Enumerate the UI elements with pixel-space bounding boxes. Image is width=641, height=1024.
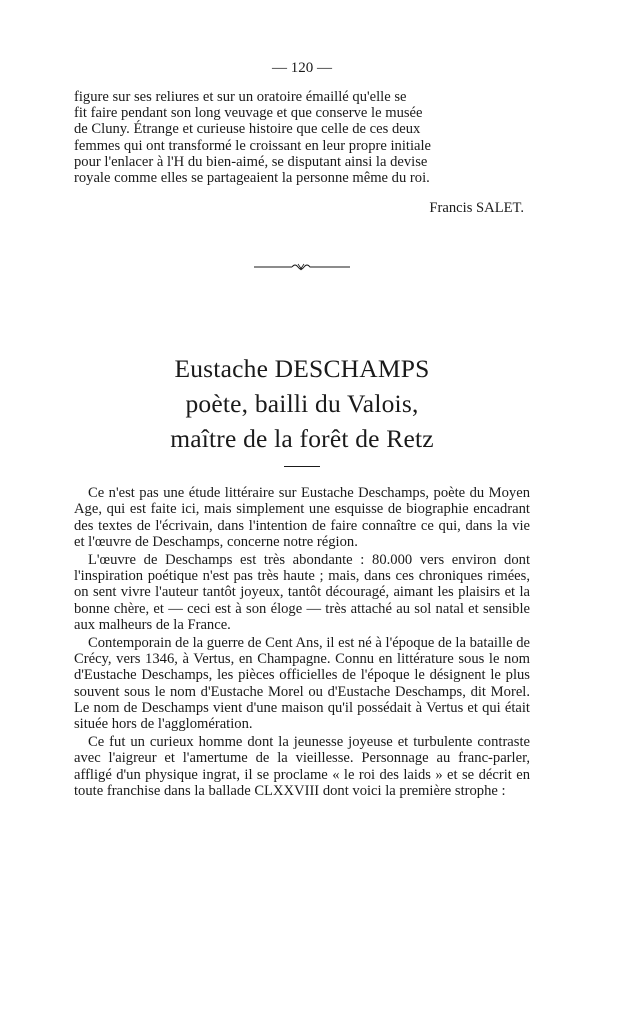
continuation-line: femmes qui ont transformé le croissant en leur propre initiale — [74, 137, 432, 154]
body-paragraph: Ce fut un curieux homme dont la jeunesse joyeuse et turbulente contraste avec l'aigreur et l'amertume de la vieillesse. Personnage au franc-parler, affligé d'un physique ingrat, il se proclame « le roi des laids » et se décrit en toute franchise dans la ballade CLXXVIII dont voici la première strophe : — [74, 734, 530, 799]
body-paragraph: Ce n'est pas une étude littéraire sur Eustache Deschamps, poète du Moyen Age, qui est faite ici, mais simplement une esquisse de biographie encadrant des textes de l'écrivain, dans l'intention de faire connaître ce qui, dans la vie et l'œuvre de Deschamps, concerne notre région. — [74, 485, 530, 550]
article-title — [74, 351, 530, 456]
title-rule — [284, 466, 320, 467]
title-line: poète, bailli du Valois, — [185, 389, 419, 419]
page-number: — 120 — — [272, 60, 332, 76]
body-paragraph: Contemporain de la guerre de Cent Ans, il est né à l'époque de la bataille de Crécy, vers 1346, à Vertus, en Champagne. Connu en littérature sous le nom d'Eustache Deschamps, les pièces officielles de l'époque le désignent le plus souvent sous le nom d'Eustache Morel ou d'Eustache Deschamps, dit Morel. Le nom de Deschamps vient d'une maison qu'il possédait à Vertus et qui était située hors de l'agglomération. — [74, 635, 530, 733]
continuation-line: figure sur ses reliures et sur un oratoire émaillé qu'elle se — [74, 89, 407, 105]
title-line: Eustache DESCHAMPS — [174, 354, 430, 384]
book-page — [74, 60, 530, 799]
continuation-line: pour l'enlacer à l'H du bien-aimé, se disputant ainsi la devise — [74, 153, 428, 170]
article-body — [74, 485, 530, 799]
continuation-line: fit faire pendant son long veuvage et que conserve le musée — [74, 105, 423, 122]
continuation-line: royale comme elles se partageaient la personne même du roi. — [74, 170, 430, 187]
title-line: maître de la forêt de Retz — [170, 424, 434, 454]
fleuron-separator-icon — [254, 261, 350, 273]
previous-article-ending — [74, 89, 530, 217]
continuation-line: de Cluny. Étrange et curieuse histoire que celle de ces deux — [74, 121, 421, 138]
body-paragraph: L'œuvre de Deschamps est très abondante : 80.000 vers environ dont l'inspiration poétique n'est pas très haute ; mais, dans ces chroniques rimées, on sent vivre l'auteur tantôt joyeux, tantôt découragé, aimant les plaisirs et la bonne chère, et — ceci est à son éloge — très attaché au sol natal et sensible aux malheurs de la France. — [74, 552, 530, 633]
author-signature: Francis SALET. — [429, 200, 524, 217]
